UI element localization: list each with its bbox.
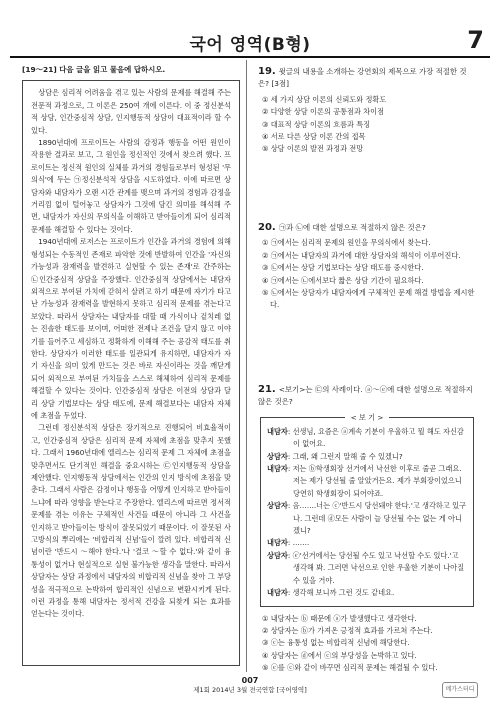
instruction: [19～21] 다음 글을 읽고 물음에 답하시오. xyxy=(22,65,166,74)
dialogue-line: 내담자: 생각해 보니까 그런 것도 같네요. xyxy=(267,588,395,598)
page-footer xyxy=(0,676,500,694)
line-text: ⓔ'선거에서는 당선될 수도 있고 낙선할 수도 있다.'고 생각해 봐. 그러면 낙선으로 인한 우울한 기분이 나아질 수 있을 거야. xyxy=(292,550,465,585)
question-20 xyxy=(258,222,476,312)
page-title: 국어 영역(B형) xyxy=(189,35,311,55)
option-4[interactable]: ④ 서로 다른 상담 이론 간의 접목 xyxy=(262,132,366,142)
option-2[interactable]: ② 상담자는 ⓑ가 가져온 긍정적 효과를 가르쳐 주는다. xyxy=(262,625,433,635)
reading-passage xyxy=(22,80,240,666)
page-header xyxy=(10,28,490,58)
question-number: 20. xyxy=(258,222,276,233)
line-text: 음…….너는 ⓒ'반드시 당선돼야 한다.'고 생각하고 있구나. 그런데 ⓓ모든 사람이 늘 당선될 수는 없는 게 아니겠니? xyxy=(292,501,466,536)
question-text: ㉠과 ㉡에 대한 설명으로 적절하지 않은 것은? xyxy=(278,223,426,232)
question-number: 21. xyxy=(258,384,276,395)
speaker: 내담자 xyxy=(267,538,288,548)
option-1[interactable]: ① ㉠에서는 심리적 문제의 원인을 무의식에서 찾는다. xyxy=(262,238,431,248)
right-column xyxy=(258,64,476,673)
dialogue-line: 상담자: ⓔ'선거에서는 당선될 수도 있고 낙선할 수도 있다.'고 생각해 봐. 그러면 낙선으로 인한 우울한 기분이 나아질 수 있을 거야. xyxy=(267,550,465,585)
page-number: 7 xyxy=(467,26,484,54)
speaker: 상담자 xyxy=(267,550,288,560)
line-text: 그래, 왜 그런지 말해 줄 수 있겠니? xyxy=(292,451,403,461)
answer-options xyxy=(258,613,476,675)
passage-paragraph: 1890년대에 프로이트는 사람의 감정과 행동을 어떤 원인이 작용한 결과로 보고, 그 원인을 정신적인 것에서 찾으려 했다. 프로이트는 정신적 원인의 실체를 과거의 경험들로부터 형성된 '무의식'에 두는 ㉠정신분석적 상담을 시도하였다. 이에 따르면 상담자와 내담자가 오랜 시간 관계를 맺으며 과거의 경험과 감정을 거리낌 없이 털어놓고 상담자가 그것에 담긴 의미를 해석해 주면, 내담자가 자신의 무의식을 이해하고 받아들이게 되어 심리적 문제를 해결할 수 있다는 것이다. xyxy=(31,138,231,234)
option-5[interactable]: ⑤ ⓔ를 ⓒ와 같이 바꾸면 심리적 문제는 해결될 수 있다. xyxy=(262,663,438,673)
dialogue-line: 상담자: 그래, 왜 그런지 말해 줄 수 있겠니? xyxy=(267,451,403,461)
bogi-box xyxy=(260,412,474,607)
line-text: 선생님, 요즘은 ⓐ계속 기분이 우울하고 뭘 해도 자신감이 없어요. xyxy=(292,426,464,449)
line-text: 생각해 보니까 그런 것도 같네요. xyxy=(292,588,395,598)
passage-paragraph: 1940년대에 로저스는 프로이트가 인간을 과거의 경험에 의해 형성되는 수동적인 존재로 파악한 것에 반발하여 인간을 '자신의 가능성과 잠재력을 발견하고 실현할 수 있는 존재'로 간주하는 ㉡인간중심적 상담을 주장했다. 인간중심적 상담에서는 내담자 외적으로 부여된 가치에 갇혀서 살려고 하기 때문에 자기가 타고난 가능성과 잠재력을 발현하지 못하고 심리적 문제를 겪는다고 보았다. 따라서 상담자는 내담자를 대할 때 가식이나 겉치레 없는 진솔한 태도를 보이며, 어떠한 전제나 조건을 달지 않고 이야기를 들어주고 세심하고 정확하게 이해해 주는 공감적 태도를 취한다. 상담자가 이러한 태도를 일관되게 유지하면, 내담자가 자기 자신을 의미 있게 만드는 것은 바로 자신이라는 것을 깨닫게 되어 외적으로 부여된 가치들을 스스로 해체하여 심리적 문제를 해결할 수 있다는 것이다. 인간중심적 상담은 이전의 상담과 달리 상담 기법보다는 상담 태도에, 문제 해결보다는 내담자 자체에 초점을 두었다. xyxy=(31,237,231,420)
dialogue-line: 내담자: ……. xyxy=(267,538,310,548)
question-text: 윗글의 내용을 소개하는 강연회의 제목으로 가장 적절한 것은? [3점] xyxy=(258,67,467,89)
option-2[interactable]: ② 다양한 상담 이론의 공통점과 차이점 xyxy=(262,107,385,117)
speaker: 내담자 xyxy=(267,426,288,436)
line-text: 저는 ⓑ학생회장 선거에서 낙선한 이후로 줄곧 그래요. 저는 제가 당선될 줄 알았거든요. 제가 부회장이었으니 당연히 학생회장이 되어야죠. xyxy=(292,464,462,498)
footer-exam-info: 제1회 2014년 3월 전국연합 [국어영역] xyxy=(193,686,307,694)
speaker: 상담자 xyxy=(267,451,288,461)
question-number: 19. xyxy=(258,66,276,77)
option-4[interactable]: ④ ㉠에서는 ㉡에서보다 짧은 상담 기간이 필요하다. xyxy=(262,275,424,285)
column-divider xyxy=(246,60,247,672)
option-3[interactable]: ③ 대표적 상담 이론의 흐름과 특징 xyxy=(262,119,371,129)
option-4[interactable]: ④ 상담자는 ⓓ에서 ⓒ의 부당성을 논박하고 있다. xyxy=(262,650,417,660)
dialogue-line: 내담자: 선생님, 요즘은 ⓐ계속 기분이 우울하고 뭘 해도 자신감이 없어요. xyxy=(267,426,464,449)
option-5[interactable]: ⑤ ㉡에서는 상담자가 내담자에게 구체적인 문제 해결 방법을 제시한다. xyxy=(262,288,475,310)
dialogue-line: 내담자: 저는 ⓑ학생회장 선거에서 낙선한 이후로 줄곧 그래요. 저는 제가 당선될 줄 알았거든요. 제가 부회장이었으니 당연히 학생회장이 되어야죠. xyxy=(267,464,462,498)
line-text: ……. xyxy=(292,538,310,548)
answer-options xyxy=(258,237,476,311)
passage-paragraph: 그런데 정신분석적 상담은 장기적으로 진행되어 비효율적이고, 인간중심적 상담은 심리적 문제 자체에 초점을 맞추지 못했다. 그래서 1960년대에 엘리스는 심리적 문제 그 자체에 초점을 맞추면서도 단기적인 해결을 중요시하는 ㉢인지행동적 상담을 제안했다. 인지행동적 상담에서는 인간의 인지 방식에 초점을 맞춘다. 그래서 사람은 감정이나 행동을 어떻게 인지하고 받아들이느냐에 따라 영향을 받는다고 주장한다. 엘리스에 따르면 정서적 문제를 겪는 이유는 구체적인 사건들 때문이 아니라 그 사건을 인지하고 받아들이는 방식이 잘못되었기 때문이다. 이 잘못된 사고방식의 뿌리에는 '비합리적 신념'들이 깔려 있다. 비합리적 신념이란 '반드시 ～해야 한다.'나 '결코 ～할 수 없다.'와 같이 융통성이 없거나 현실적으로 실현 불가능한 생각을 말한다. 따라서 상담자는 상담 과정에서 내담자의 비합리적 신념을 찾아 그 부당성을 적극적으로 논박하여 합리적인 신념으로 변환시키게 된다. 이런 과정을 통해 내담자는 정서적 건강을 되찾게 되는 효과를 얻는다는 것이다. xyxy=(31,423,231,619)
left-column xyxy=(22,64,240,666)
passage-paragraph: 상담은 심리적 어려움을 겪고 있는 사람의 문제를 해결해 주는 전문적 과정으로, 그 이론은 250여 개에 이른다. 이 중 정신분석적 상담, 인간중심적 상담, 인지행동적 상담이 대표적이라 할 수 있다. xyxy=(31,88,231,135)
dialogue xyxy=(267,426,467,600)
question-text: <보기>는 ㉢의 사례이다. ⓐ～ⓔ에 대한 설명으로 적절하지 않은 것은? xyxy=(258,385,473,407)
publisher-logo: 메가스터디 xyxy=(442,682,478,698)
option-1[interactable]: ① 세 가지 상담 이론의 신뢰도와 정확도 xyxy=(262,94,387,104)
dialogue-line: 상담자: 음…….너는 ⓒ'반드시 당선돼야 한다.'고 생각하고 있구나. 그런데 ⓓ모든 사람이 늘 당선될 수는 없는 게 아니겠니? xyxy=(267,501,466,536)
question-21 xyxy=(258,384,476,675)
question-19 xyxy=(258,66,476,156)
speaker: 상담자 xyxy=(267,501,288,511)
speaker: 내담자 xyxy=(267,588,288,598)
speaker: 내담자 xyxy=(267,464,288,474)
bogi-label: < 보 기 > xyxy=(345,413,390,422)
option-3[interactable]: ③ ⓒ는 융통성 없는 비합리적 신념에 해당한다. xyxy=(262,638,410,648)
footer-page-number: 007 xyxy=(241,676,259,685)
option-1[interactable]: ① 내담자는 ⓑ 때문에 ⓐ가 발생했다고 생각한다. xyxy=(262,613,417,623)
option-3[interactable]: ③ ㉡에서는 상담 기법보다는 상담 태도를 중시한다. xyxy=(262,263,424,273)
option-5[interactable]: ⑤ 상담 이론의 발전 과정과 전망 xyxy=(262,144,364,154)
option-2[interactable]: ② ㉠에서는 내담자의 과거에 대한 상담자의 해석이 이루어진다. xyxy=(262,250,461,260)
answer-options xyxy=(258,94,476,156)
